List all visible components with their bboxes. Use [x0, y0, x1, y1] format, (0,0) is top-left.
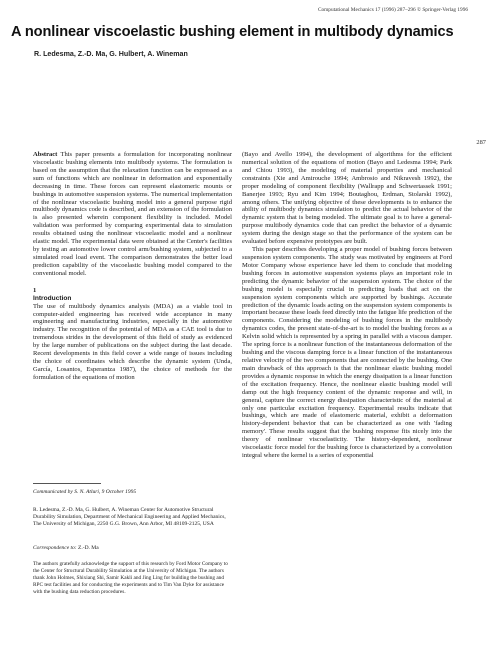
page-number: 287: [476, 139, 486, 146]
journal-citation: Computational Mechanics 17 (1996) 287–296 © Springer-Verlag 1996: [318, 7, 468, 13]
abstract: [33, 151, 232, 278]
left-column: [33, 151, 232, 382]
right-column: [242, 151, 452, 460]
author-list: R. Ledesma, Z.-D. Ma, G. Hulbert, A. Wineman: [34, 50, 188, 58]
section-heading: Introduction: [33, 294, 72, 302]
intro-paragraph-2: This paper describes developing a proper model of bushing forces between suspension system components. The study was motivated by engineers at Ford Motor Company whose experience have led them to conclude that modeling bushing forces in automotive suspension systems plays an important role in predicting the dynamic behavior of the suspension system. The choice of the bushing model is especially crucial in predicting loads that act on the suspension system components which are supported by bushings. Accurate prediction of the dynamic loads acting on the suspension system components is important because these loads feed directly into the fatigue life prediction of the components. Considering the modeling of bushing forces in the multibody dynamics codes, the present state-of-the-art is to model the bushing forces as a Kelvin solid which is represented by a spring in parallel with a viscous damper. The spring force is a nonlinear function of the instantaneous deformation of the bushing and the viscous damping force is a linear function of the instantaneous relative velocity of the two components that are connected by the bushing. One main drawback of this approach is that the nonlinear elastic bushing model provides a dynamic response in which the energy dissipation is a linear function of the excitation frequency. Hence, the nonlinear elastic bushing model will damp out the high frequency content of the dynamic response and will, in general, capture the correct energy dissipation characteristic of the material at only one particular excitation frequency. Experimental results indicate that bushings, which are made of elastomeric material, exhibit a deformation history-dependent behavior that can be characterized as one with 'fading memory'. These results suggest that the bushing response fits nicely into the theory of nonlinear viscoelasticity. The history-dependent, nonlinear viscoelastic force model for the bushing force is characterized by a convolution integral where the kernel is a series of exponential: [242, 246, 452, 460]
communicated-note: Communicated by S. N. Atluri, 9 October 1995: [33, 489, 137, 495]
acknowledgment: The authors gratefully acknowledge the support of this research by Ford Motor Company to the Center for Structural Durability Simulation at the University of Michigan. The authors thank John Holmes, Shixiang Shi, Samir Kakli and Jing Ling for building the bushing and RPC test facilities and for conducting the experiments and to Tim Van Dyke for assistance with the bushing data reduction procedures.: [33, 561, 228, 595]
section-number: 1: [33, 286, 37, 294]
abstract-label: Abstract: [33, 151, 58, 158]
correspondence-label: Correspondence to:: [33, 545, 77, 551]
author-affiliation: R. Ledesma, Z.-D. Ma, G. Hulbert, A. Wineman Center for Automotive Structural Durability Simulation, Department of Mechanical Engineering and Applied Mechanics, The University of Michigan, 2250 G.G. Brown, Ann Arbor, MI 48109-2125, USA: [33, 507, 226, 527]
footnote-divider: [33, 483, 101, 484]
abstract-text: This paper presents a formulation for incorporating nonlinear viscoelastic bushing elements into multibody systems. The formulation is based on the assumption that the relaxation function can be expressed as a sum of functions which are nonlinear in deformation and exponentially decreasing in time. These forces can represent elastomeric mounts or bushings in automotive suspension systems. The numerical implementation of the nonlinear viscoelastic bushing model into a general purpose rigid multibody dynamics code is described, and an extension of the formulation is also presented wherein component flexibility is included. Model validation was performed by comparing experimental data to simulation results obtained using the nonlinear viscoelastic model and a nonlinear elastic model. The experimental data were obtained at the Center's facilities by testing an automotive lower control arm/bushing system, subjected to a simulated road load event. The comparison demonstrates the better load prediction capability of the viscoelastic bushing model compared to the conventional model.: [33, 151, 232, 277]
intro-paragraph-1-continued: (Bayo and Avello 1994), the development of algorithms for the efficient numerical solution of the equations of motion (Bayo and Ledesma 1994; Park and Chiou 1993), the modeling of material properties and mechanical constraints (Xie and Amirouche 1994; Ambrosio and Nikravesh 1992), the proper modeling of component flexibility (Wallrapp and Schwertassek 1991; Banerjee 1993; Ryu and Kim 1994; Boutaghou, Erdman, Stolarski 1992), among others. The unifying objective of these developments is to enhance the ability of multibody dynamics simulation to predict the actual behavior of the dynamic system that is being modeled. The ultimate goal is to have a general-purpose multibody dynamics code that can predict the behavior of a dynamic system during the design stage so that the performance of the system can be evaluated before expensive prototypes are built.: [242, 151, 452, 246]
paper-title: A nonlinear viscoelastic bushing element in multibody dynamics: [11, 24, 454, 40]
correspondence: [33, 545, 232, 552]
intro-paragraph-1: The use of multibody dynamics analysis (MDA) as a viable tool in computer-aided engineering has received wide acceptance in many engineering and manufacturing industries, especially in the automotive industry. The recognition of the potential of MDA as a CAE tool is due to tremendous strides in the development of this field of study as evidenced by the large number of publications on the subject during the last decade. Recent developments in this field cover a wide range of issues including the choice of coordinates which describe the dynamic system (Unda, García, Losantos, Esperantza 1987), the choice of methods for the formulation of the equations of motion: [33, 302, 232, 381]
correspondence-name: Z.-D. Ma: [78, 545, 99, 551]
